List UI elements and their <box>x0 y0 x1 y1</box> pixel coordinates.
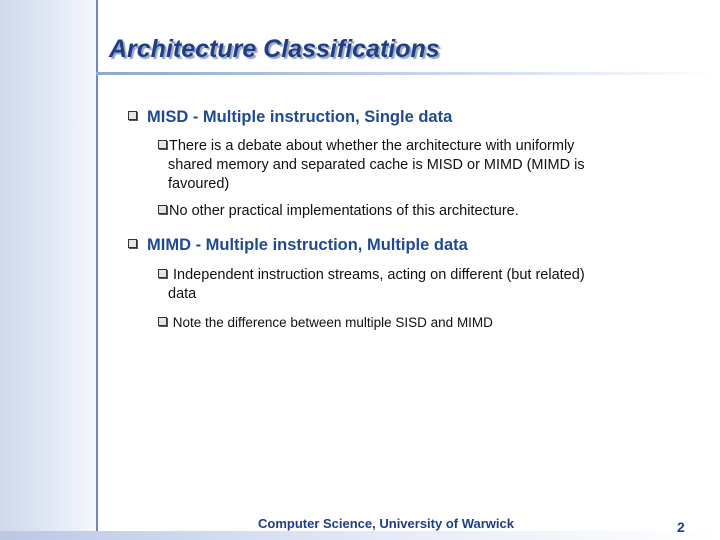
bullet-misd-text: MISD - Multiple instruction, Single data <box>147 108 453 126</box>
subitem-line: No other practical implementations of this architecture. <box>169 203 519 219</box>
subitem-misd-implementations <box>158 202 698 221</box>
subitem-mimd-streams <box>158 266 698 304</box>
checkbox-bullet-icon <box>158 205 167 214</box>
subitem-line: shared memory and separated cache is MISD or MIMD (MIMD is <box>168 157 585 173</box>
subitem-misd-debate <box>158 137 698 194</box>
slide-title: Architecture Classifications <box>109 35 440 63</box>
footer-rule <box>0 531 720 540</box>
checkbox-bullet-icon <box>128 239 137 248</box>
checkbox-bullet-icon <box>158 140 167 149</box>
checkbox-bullet-icon <box>128 111 137 120</box>
bullet-mimd <box>128 236 468 255</box>
subitem-line: Independent instruction streams, acting on different (but related) <box>169 267 585 283</box>
left-decorative-band <box>0 0 96 540</box>
subitem-mimd-note <box>158 313 698 332</box>
subitem-line: data <box>168 286 197 302</box>
subitem-line: There is a debate about whether the architecture with uniformly <box>169 138 575 154</box>
bullet-misd <box>128 108 452 127</box>
left-band-divider <box>96 0 98 540</box>
subitem-line: Note the difference between multiple SISD and MIMD <box>172 315 493 330</box>
page-number: 2 <box>677 519 685 535</box>
title-underline <box>96 72 720 75</box>
checkbox-bullet-icon <box>158 269 167 278</box>
footer-text: Computer Science, University of Warwick <box>258 516 514 531</box>
subitem-line: favoured) <box>168 176 230 192</box>
checkbox-bullet-icon <box>158 317 167 326</box>
bullet-mimd-text: MIMD - Multiple instruction, Multiple data <box>147 236 468 254</box>
